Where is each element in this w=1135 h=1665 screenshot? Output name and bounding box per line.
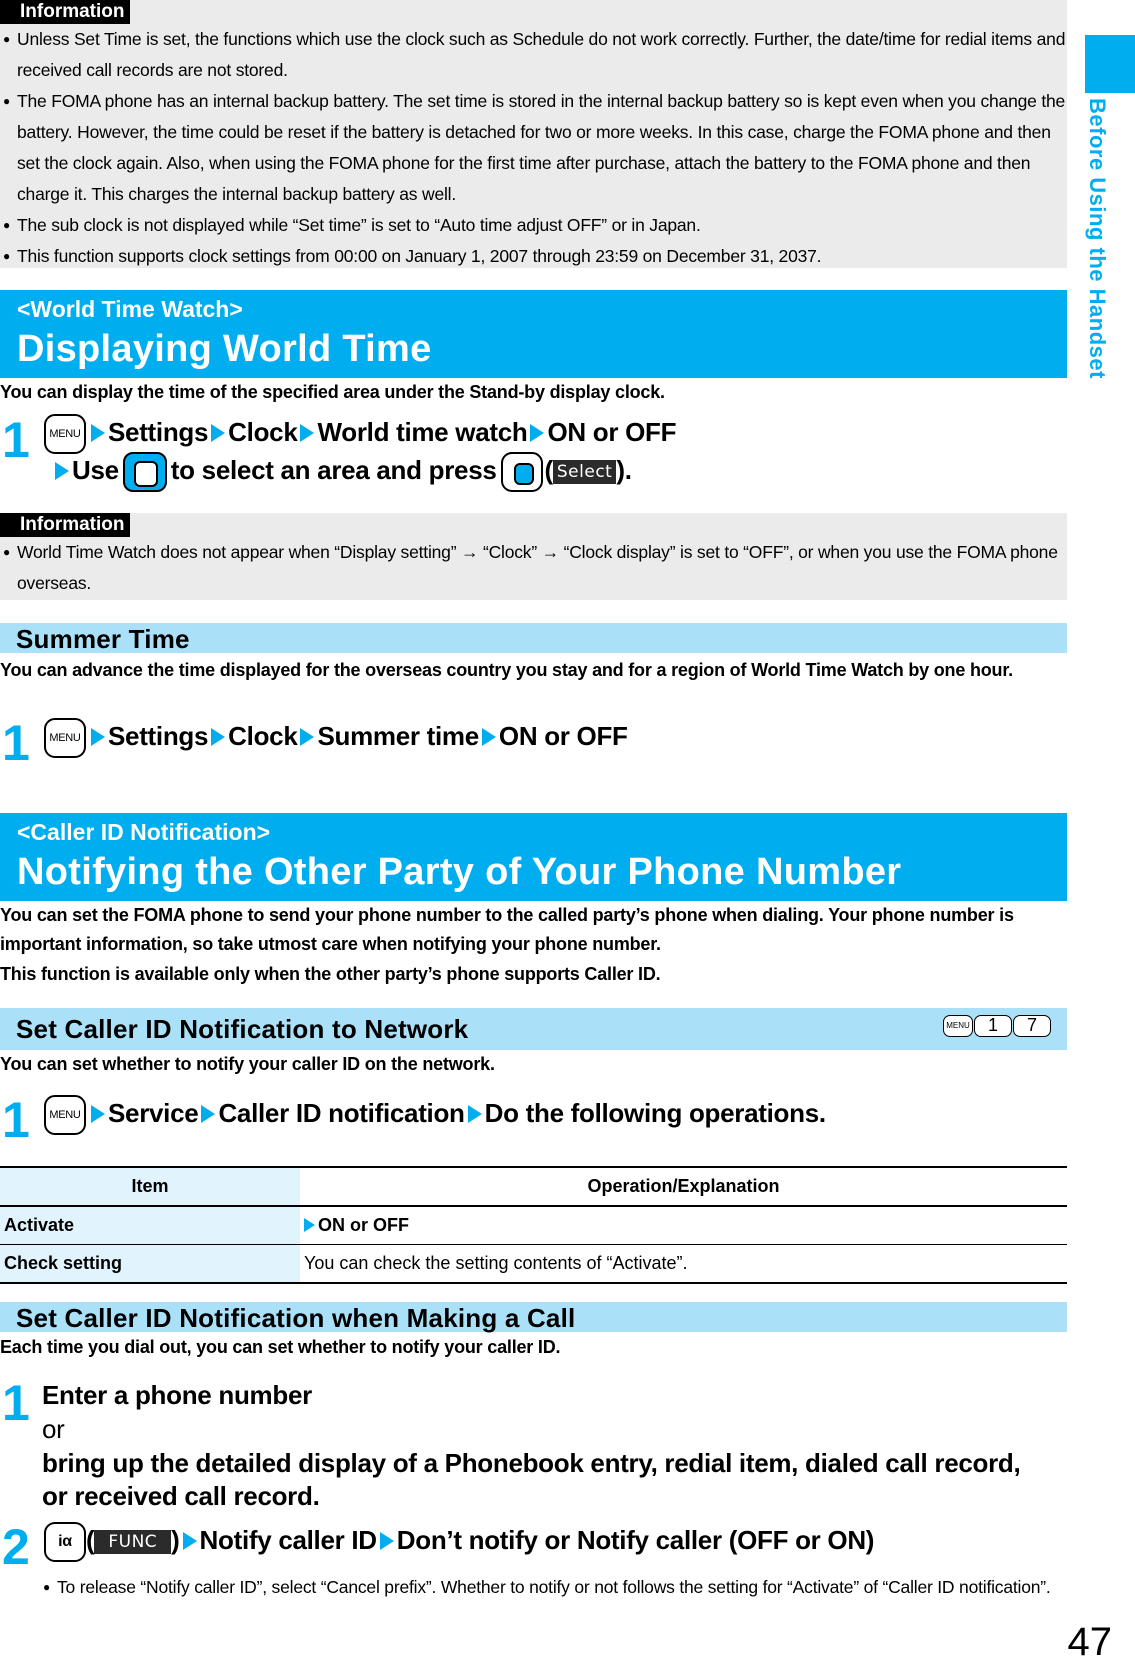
chapter-tab-marker bbox=[1085, 35, 1135, 93]
column-header-item: Item bbox=[0, 1167, 300, 1206]
arrow-icon bbox=[300, 424, 314, 442]
information-list bbox=[0, 537, 1067, 599]
section-title-band bbox=[0, 813, 1067, 901]
step-number: 1 bbox=[2, 1092, 30, 1148]
arrow-icon bbox=[55, 462, 69, 480]
info-bullet: ● The FOMA phone has an internal backup battery. The set time is stored in the internal backup battery so is kept even when you change the battery. However, the time could be reset if the battery is detached for two or more weeks. In this case, charge the FOMA phone and then set the clock again. Also, when using the FOMA phone for the first time after purchase, attach the battery to the FOMA phone and then charge it. This charges the internal backup battery as well. bbox=[0, 86, 1067, 210]
information-tag: Information bbox=[0, 0, 130, 24]
information-box bbox=[0, 513, 1067, 600]
arrow-icon bbox=[482, 728, 496, 746]
func-softkey-label: FUNC bbox=[94, 1530, 171, 1554]
shortcut-menu-key-icon: MENU bbox=[943, 1015, 973, 1037]
arrow-icon bbox=[300, 728, 314, 746]
arrow-icon bbox=[91, 1105, 105, 1123]
arrow-icon bbox=[380, 1532, 394, 1550]
arrow-icon bbox=[91, 424, 105, 442]
step-instruction: MENU Service Caller ID notification Do the following operations. bbox=[44, 1095, 826, 1135]
subsection-intro: You can advance the time displayed for the overseas country you stay and for a region of World Time Watch by one hour. bbox=[0, 660, 1013, 680]
i-alpha-key-icon: iα bbox=[44, 1522, 86, 1562]
table-cell-item: Check setting bbox=[0, 1245, 300, 1284]
step-note-list bbox=[40, 1572, 1067, 1603]
information-list bbox=[0, 24, 1067, 272]
bullet-icon: ● bbox=[3, 545, 11, 559]
section-title: Notifying the Other Party of Your Phone Number bbox=[17, 851, 902, 893]
shortcut-key-1-icon: 1 bbox=[974, 1015, 1012, 1037]
bullet-icon: ● bbox=[3, 32, 11, 46]
step-note: ● To release “Notify caller ID”, select “Cancel prefix”. Whether to notify or not follows the setting for “Activate” of “Caller ID notification”. bbox=[40, 1572, 1067, 1603]
section-kicker: <World Time Watch> bbox=[17, 296, 243, 322]
information-tag: Information bbox=[0, 513, 130, 537]
section-kicker: <Caller ID Notification> bbox=[17, 819, 271, 845]
table-row bbox=[0, 1206, 1067, 1245]
subsection-heading-band bbox=[0, 1302, 1067, 1332]
step-instruction-continued: Use to select an area and press ( Select ). bbox=[52, 452, 632, 492]
arrow-icon bbox=[183, 1532, 197, 1550]
shortcut-keys bbox=[943, 1015, 1051, 1037]
arrow-icon bbox=[211, 728, 225, 746]
section-intro: You can display the time of the specified area under the Stand-by display clock. bbox=[0, 382, 665, 402]
table-cell-operation: You can check the setting contents of “Activate”. bbox=[304, 1253, 688, 1273]
select-softkey-label: Select bbox=[553, 460, 616, 484]
table-row bbox=[0, 1245, 1067, 1284]
subsection-heading-band bbox=[0, 1008, 1067, 1050]
arrow-icon bbox=[91, 728, 105, 746]
arrow-icon bbox=[211, 424, 225, 442]
step-instruction: MENU Settings Clock Summer time ON or OFF bbox=[44, 718, 628, 758]
arrow-icon bbox=[468, 1105, 482, 1123]
subsection-heading: Set Caller ID Notification to Network bbox=[16, 1014, 469, 1044]
subsection-intro: You can set whether to notify your caller ID on the network. bbox=[0, 1054, 495, 1074]
operations-table bbox=[0, 1166, 1067, 1284]
subsection-heading: Set Caller ID Notification when Making a Call bbox=[16, 1303, 576, 1333]
step-instruction: Enter a phone number bbox=[42, 1380, 312, 1410]
center-key-icon bbox=[501, 452, 543, 492]
navigation-key-icon bbox=[123, 452, 167, 492]
step-number: 1 bbox=[2, 715, 30, 771]
subsection-heading: Summer Time bbox=[16, 624, 190, 654]
step-number: 1 bbox=[2, 1375, 30, 1431]
shortcut-key-7-icon: 7 bbox=[1013, 1015, 1051, 1037]
table-cell-operation: ON or OFF bbox=[300, 1206, 1067, 1245]
table-cell-item: Activate bbox=[0, 1206, 300, 1245]
menu-key-icon: MENU bbox=[44, 414, 86, 454]
column-header-operation: Operation/Explanation bbox=[587, 1176, 780, 1196]
bullet-icon: ● bbox=[3, 218, 11, 232]
page-number: 47 bbox=[1067, 1620, 1112, 1664]
menu-key-icon: MENU bbox=[44, 1095, 86, 1135]
step-number: 2 bbox=[2, 1519, 30, 1575]
info-bullet: ● This function supports clock settings from 00:00 on January 1, 2007 through 23:59 on December 31, 2037. bbox=[0, 241, 1067, 272]
arrow-icon bbox=[530, 424, 544, 442]
step-instruction: MENU Settings Clock World time watch ON or OFF bbox=[44, 414, 676, 454]
step-instruction-alt-continued: or received call record. bbox=[42, 1481, 320, 1511]
chapter-tab-label: Before Using the Handset bbox=[1085, 98, 1110, 379]
bullet-icon: ● bbox=[43, 1580, 51, 1594]
section-intro: You can set the FOMA phone to send your phone number to the called party’s phone when dialing. Your phone number is important information, so take utmost care when notifying your phone number. bbox=[0, 905, 1014, 954]
arrow-icon bbox=[201, 1105, 215, 1123]
information-box bbox=[0, 0, 1067, 268]
bullet-icon: ● bbox=[3, 249, 11, 263]
step-instruction: iα ( FUNC ) Notify caller ID Don’t notify or Notify caller (OFF or ON) bbox=[44, 1522, 874, 1562]
arrow-icon bbox=[304, 1218, 315, 1232]
info-bullet: ● The sub clock is not displayed while “Set time” is set to “Auto time adjust OFF” or in Japan. bbox=[0, 210, 1067, 241]
info-bullet: ● Unless Set Time is set, the functions which use the clock such as Schedule do not work correctly. Further, the date/time for redial items and received call records are not stored. bbox=[0, 24, 1067, 86]
bullet-icon: ● bbox=[3, 94, 11, 108]
section-title: Displaying World Time bbox=[17, 328, 432, 370]
table-header-row bbox=[0, 1167, 1067, 1206]
subsection-heading-band bbox=[0, 623, 1067, 653]
section-title-band bbox=[0, 290, 1067, 378]
info-bullet: ● World Time Watch does not appear when “Display setting” → “Clock” → “Clock display” is set to “OFF”, or when you use the FOMA phone overseas. bbox=[0, 537, 1067, 599]
step-instruction-alt: bring up the detailed display of a Phonebook entry, redial item, dialed call record, bbox=[42, 1448, 1021, 1478]
menu-key-icon: MENU bbox=[44, 718, 86, 758]
step-number: 1 bbox=[2, 412, 30, 468]
step-or-text: or bbox=[42, 1414, 65, 1444]
section-intro-note: This function is available only when the other party’s phone supports Caller ID. bbox=[0, 964, 661, 984]
subsection-intro: Each time you dial out, you can set whether to notify your caller ID. bbox=[0, 1337, 561, 1357]
